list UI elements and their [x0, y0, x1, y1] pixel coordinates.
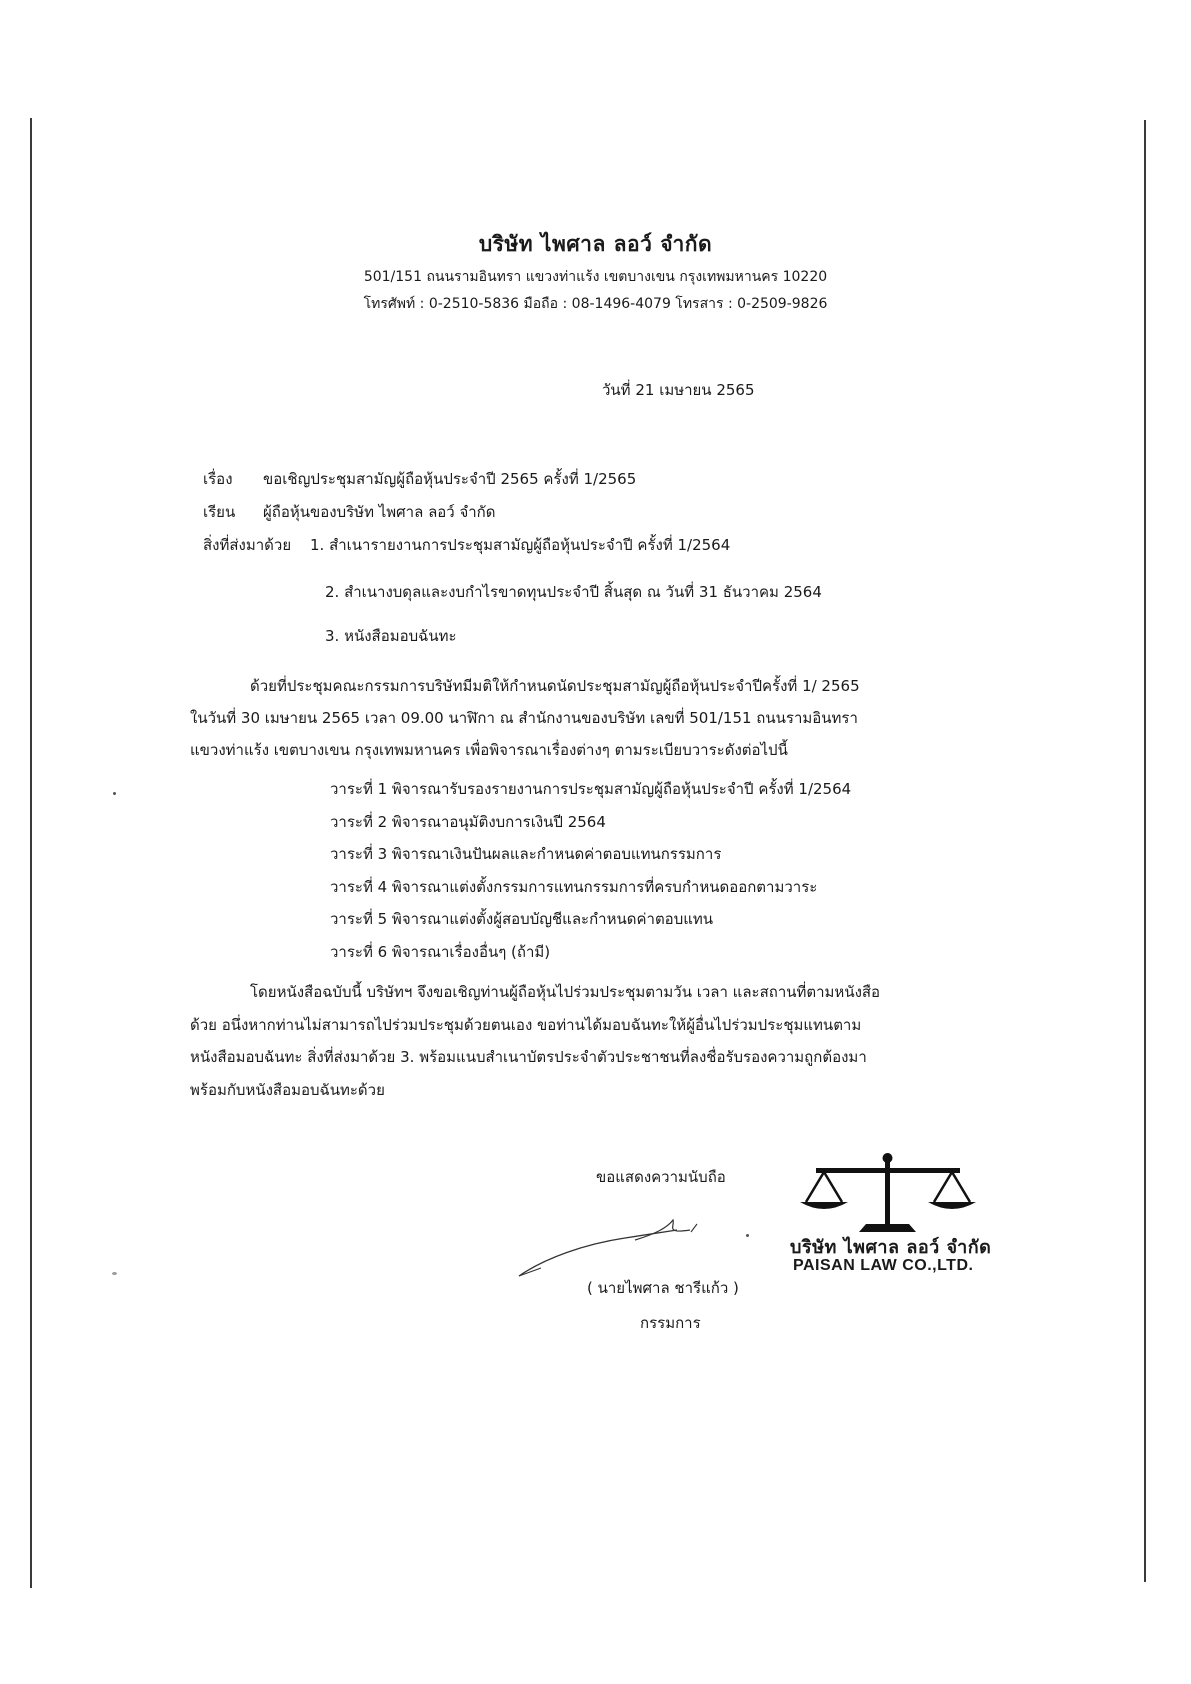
agenda-item: วาระที่ 1 พิจารณารับรองรายงานการประชุมสามัญผู้ถือหุ้นประจำปี ครั้งที่ 1/2564 — [330, 780, 852, 798]
seal-thai-text: บริษัท ไพศาล ลอว์ จำกัด — [790, 1237, 992, 1258]
agenda-item: วาระที่ 3 พิจารณาเงินปันผลและกำหนดค่าตอบแทนกรรมการ — [330, 845, 722, 863]
attachment-item: 3. หนังสือมอบฉันทะ — [325, 627, 457, 645]
recipient-label: เรียน — [203, 503, 236, 521]
recipient-value: ผู้ถือหุ้นของบริษัท ไพศาล ลอว์ จำกัด — [263, 503, 496, 521]
agenda-item: วาระที่ 2 พิจารณาอนุมัติงบการเงินปี 2564 — [330, 812, 606, 831]
paragraph-line: หนังสือมอบฉันทะ สิ่งที่ส่งมาด้วย 3. พร้อมแนบสำเนาบัตรประจำตัวประชาชนที่ลงชื่อรับรองความถูกต้องมา — [190, 1048, 867, 1066]
signer-name: ( นายไพศาล ชารีแก้ว ) — [587, 1279, 739, 1297]
closing-text: ขอแสดงความนับถือ — [596, 1168, 726, 1186]
agenda-item: วาระที่ 5 พิจารณาแต่งตั้งผู้สอบบัญชีและกำหนดค่าตอบแทน — [330, 910, 714, 928]
agenda-item: วาระที่ 6 พิจารณาเรื่องอื่นๆ (ถ้ามี) — [330, 942, 551, 961]
paragraph-line: พร้อมกับหนังสือมอบฉันทะด้วย — [190, 1080, 385, 1099]
body-paragraph-1 — [190, 670, 960, 766]
paragraph-line: แขวงท่าแร้ง เขตบางเขน กรุงเทพมหานคร เพื่อพิจารณาเรื่องต่างๆ ตามระเบียบวาระดังต่อไปนี้ — [190, 741, 788, 759]
paragraph-line: ด้วยที่ประชุมคณะกรรมการบริษัทมีมติให้กำหนดนัดประชุมสามัญผู้ถือหุ้นประจำปีครั้งที่ 1/ 2565 — [250, 677, 860, 695]
signer-title: กรรมการ — [640, 1314, 701, 1332]
subject-label: เรื่อง — [203, 470, 233, 488]
letter-date: วันที่ 21 เมษายน 2565 — [602, 381, 755, 399]
company-name: บริษัท ไพศาล ลอว์ จำกัด — [478, 232, 713, 256]
paragraph-line: ในวันที่ 30 เมษายน 2565 เวลา 09.00 นาฬิกา ณ สำนักงานของบริษัท เลขที่ 501/151 ถนนรามอินทรา — [190, 709, 858, 727]
agenda-list — [330, 773, 851, 968]
scan-border-left — [30, 118, 32, 1588]
attachment-item: 1. สำเนารายงานการประชุมสามัญผู้ถือหุ้นประจำปี ครั้งที่ 1/2564 — [310, 536, 731, 554]
scan-speck — [112, 1272, 117, 1275]
paragraph-line: โดยหนังสือฉบับนี้ บริษัทฯ จึงขอเชิญท่านผู้ถือหุ้นไปร่วมประชุมตามวัน เวลา และสถานที่ตามหนังสือ — [250, 983, 881, 1001]
scan-border-right — [1144, 120, 1146, 1582]
company-address: 501/151 ถนนรามอินทรา แขวงท่าแร้ง เขตบางเขน กรุงเทพมหานคร 10220 — [363, 269, 828, 285]
paragraph-line: ด้วย อนึ่งหากท่านไม่สามารถไปร่วมประชุมด้วยตนเอง ขอท่านได้มอบฉันทะให้ผู้อื่นไปร่วมประชุมแทนตาม — [190, 1015, 862, 1034]
subject-value: ขอเชิญประชุมสามัญผู้ถือหุ้นประจำปี 2565 ครั้งที่ 1/2565 — [263, 470, 637, 488]
scan-speck — [113, 792, 116, 795]
seal-english-text: PAISAN LAW CO.,LTD. — [793, 1257, 974, 1274]
body-paragraph-2 — [190, 976, 980, 1106]
attachments-label: สิ่งที่ส่งมาด้วย — [203, 536, 292, 554]
attachment-item: 2. สำเนางบดุลและงบกำไรขาดทุนประจำปี สิ้นสุด ณ วันที่ 31 ธันวาคม 2564 — [325, 583, 822, 601]
agenda-item: วาระที่ 4 พิจารณาแต่งตั้งกรรมการแทนกรรมการที่ครบกำหนดออกตามวาระ — [330, 877, 818, 896]
company-contact: โทรศัพท์ : 0-2510-5836 มือถือ : 08-1496-4079 โทรสาร : 0-2509-9826 — [363, 296, 828, 312]
scan-speck — [746, 1234, 749, 1237]
